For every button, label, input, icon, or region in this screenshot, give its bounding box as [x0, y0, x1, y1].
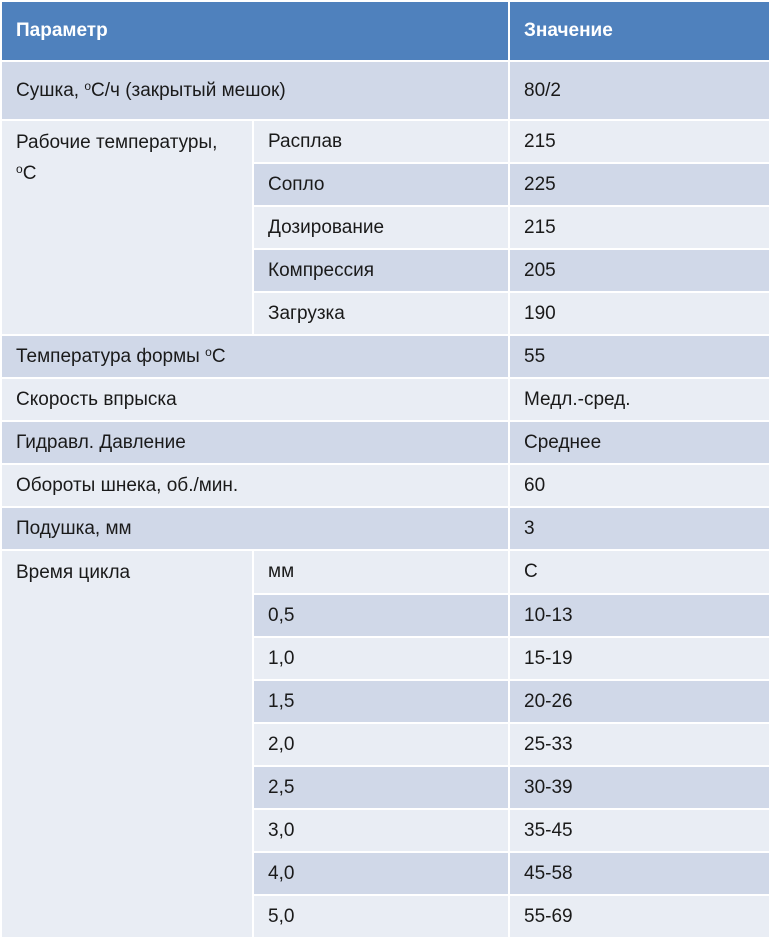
row-label: Обороты шнека, об./мин. — [2, 465, 508, 506]
header-row — [2, 2, 769, 60]
cycle-unit-s: С — [510, 551, 769, 593]
zone-value: 190 — [510, 293, 769, 334]
zone-label: Компрессия — [254, 250, 508, 291]
zone-label: Расплав — [254, 121, 508, 162]
cycle-s: 35-45 — [510, 810, 769, 851]
cycle-mm: 3,0 — [254, 810, 508, 851]
table-row — [2, 422, 769, 463]
header-value: Значение — [510, 2, 769, 60]
zone-value: 215 — [510, 207, 769, 248]
row-value: 60 — [510, 465, 769, 506]
zone-label: Сопло — [254, 164, 508, 205]
table-row — [2, 379, 769, 420]
row-value: Среднее — [510, 422, 769, 463]
cycle-mm: 2,0 — [254, 724, 508, 765]
cycle-s: 45-58 — [510, 853, 769, 894]
zone-label: Дозирование — [254, 207, 508, 248]
table-row — [2, 551, 769, 593]
drying-value: 80/2 — [510, 62, 769, 119]
header-param: Параметр — [2, 2, 508, 60]
row-value: Медл.-сред. — [510, 379, 769, 420]
drying-label: Сушка, $^o$C/ч (закрытый мешок) — [2, 62, 508, 119]
mold-temp-value: 55 — [510, 336, 769, 377]
row-value: 3 — [510, 508, 769, 549]
row-label: Подушка, мм — [2, 508, 508, 549]
zone-value: 215 — [510, 121, 769, 162]
row-label: Гидравл. Давление — [2, 422, 508, 463]
cycle-s: 25-33 — [510, 724, 769, 765]
cycle-label: Время цикла — [2, 551, 252, 937]
table-row — [2, 62, 769, 119]
zone-label: Загрузка — [254, 293, 508, 334]
cycle-mm: 2,5 — [254, 767, 508, 808]
table-row — [2, 465, 769, 506]
zone-value: 225 — [510, 164, 769, 205]
table-row — [2, 121, 769, 162]
cycle-mm: 1,5 — [254, 681, 508, 722]
table-row — [2, 508, 769, 549]
table-row — [2, 336, 769, 377]
cycle-s: 10-13 — [510, 595, 769, 636]
cycle-s: 30-39 — [510, 767, 769, 808]
cycle-mm: 5,0 — [254, 896, 508, 937]
cycle-unit-mm: мм — [254, 551, 508, 593]
cycle-mm: 0,5 — [254, 595, 508, 636]
cycle-mm: 1,0 — [254, 638, 508, 679]
mold-temp-label: Температура формы $^o$C — [2, 336, 508, 377]
cycle-s: 15-19 — [510, 638, 769, 679]
cycle-s: 20-26 — [510, 681, 769, 722]
work-temps-label: Рабочие температуры, $^o$C — [2, 121, 252, 334]
cycle-mm: 4,0 — [254, 853, 508, 894]
zone-value: 205 — [510, 250, 769, 291]
row-label: Скорость впрыска — [2, 379, 508, 420]
cycle-s: 55-69 — [510, 896, 769, 937]
